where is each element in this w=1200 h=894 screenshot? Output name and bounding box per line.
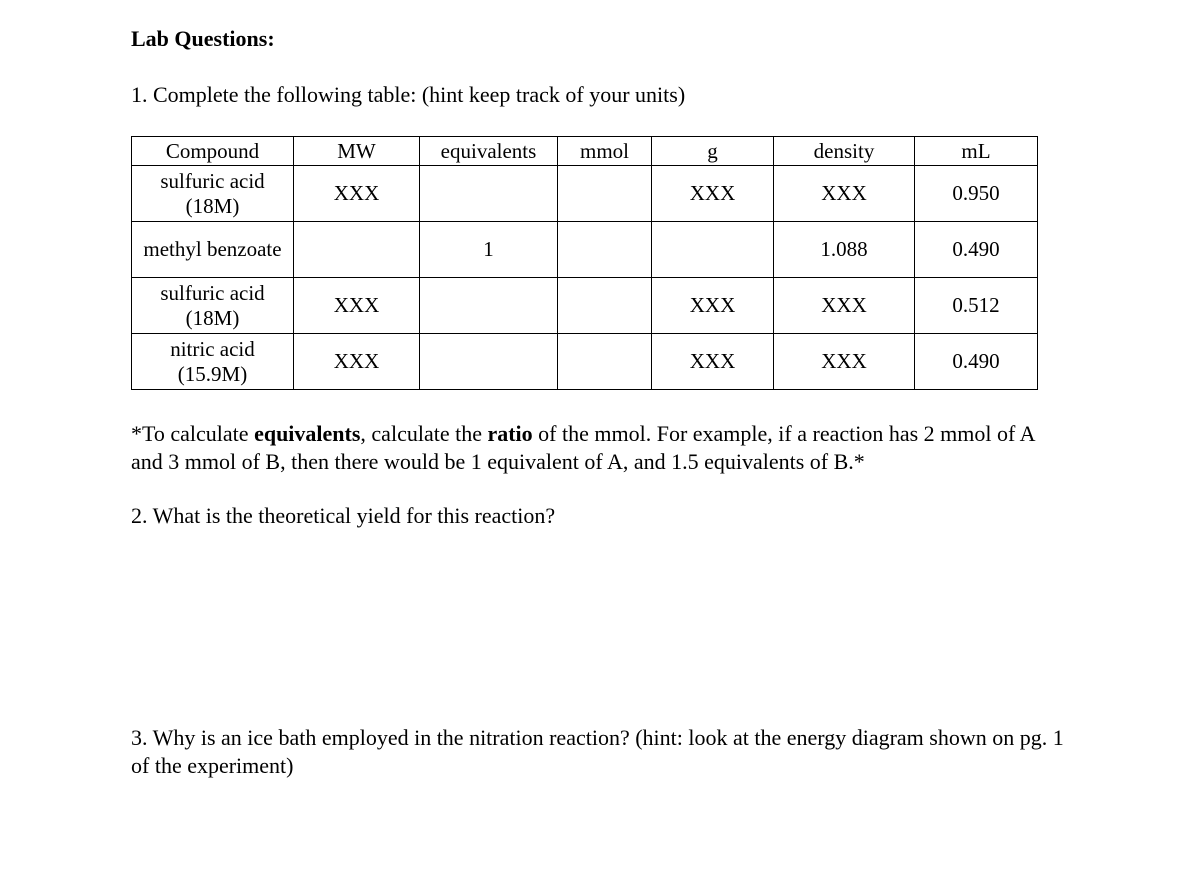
table-row (132, 222, 1038, 278)
header-mmol: mmol (558, 137, 652, 166)
cell-g: XXX (652, 334, 774, 390)
cell-compound: sulfuric acid (18M) (132, 166, 294, 222)
cell-equivalents: 1 (420, 222, 558, 278)
cell-g: XXX (652, 278, 774, 334)
cell-density: XXX (774, 334, 915, 390)
question-2: 2. What is the theoretical yield for this reaction? (131, 503, 556, 528)
cell-mw: XXX (294, 334, 420, 390)
cell-density: 1.088 (774, 222, 915, 278)
cell-equivalents (420, 334, 558, 390)
table-row (132, 166, 1038, 222)
equivalents-note (131, 420, 1071, 476)
cell-density: XXX (774, 166, 915, 222)
cell-compound: sulfuric acid (18M) (132, 278, 294, 334)
note-bold-equivalents: equivalents (254, 421, 361, 446)
cell-equivalents (420, 166, 558, 222)
table-row (132, 334, 1038, 390)
cell-mmol (558, 278, 652, 334)
header-g: g (652, 137, 774, 166)
data-table (131, 136, 1038, 390)
cell-mmol (558, 334, 652, 390)
header-mw: MW (294, 137, 420, 166)
note-text-3: of the mmol. For example, if a reaction has 2 mmol of A and 3 mmol of B, then there would be 1 equivalent of A, and 1.5 equivalents of B.* (131, 421, 1035, 474)
cell-ml: 0.512 (915, 278, 1038, 334)
page-title: Lab Questions: (131, 26, 275, 51)
header-density: density (774, 137, 915, 166)
cell-g (652, 222, 774, 278)
cell-g: XXX (652, 166, 774, 222)
cell-equivalents (420, 278, 558, 334)
header-equivalents: equivalents (420, 137, 558, 166)
table-header-row (132, 137, 1038, 166)
table-row (132, 278, 1038, 334)
note-bold-ratio: ratio (487, 421, 533, 446)
cell-compound: methyl benzoate (132, 222, 294, 278)
cell-mmol (558, 222, 652, 278)
note-text-1: *To calculate (131, 421, 255, 446)
header-compound: Compound (132, 137, 294, 166)
cell-density: XXX (774, 278, 915, 334)
cell-mw: XXX (294, 166, 420, 222)
header-ml: mL (915, 137, 1038, 166)
question-3: 3. Why is an ice bath employed in the nitration reaction? (hint: look at the energy diagram shown on pg. 1 of the experiment) (131, 725, 1064, 778)
cell-mw (294, 222, 420, 278)
cell-mmol (558, 166, 652, 222)
question-1: 1. Complete the following table: (hint keep track of your units) (131, 82, 686, 107)
cell-ml: 0.490 (915, 334, 1038, 390)
cell-ml: 0.950 (915, 166, 1038, 222)
note-text-2: , calculate the (360, 421, 488, 446)
cell-compound: nitric acid (15.9M) (132, 334, 294, 390)
cell-mw: XXX (294, 278, 420, 334)
cell-ml: 0.490 (915, 222, 1038, 278)
